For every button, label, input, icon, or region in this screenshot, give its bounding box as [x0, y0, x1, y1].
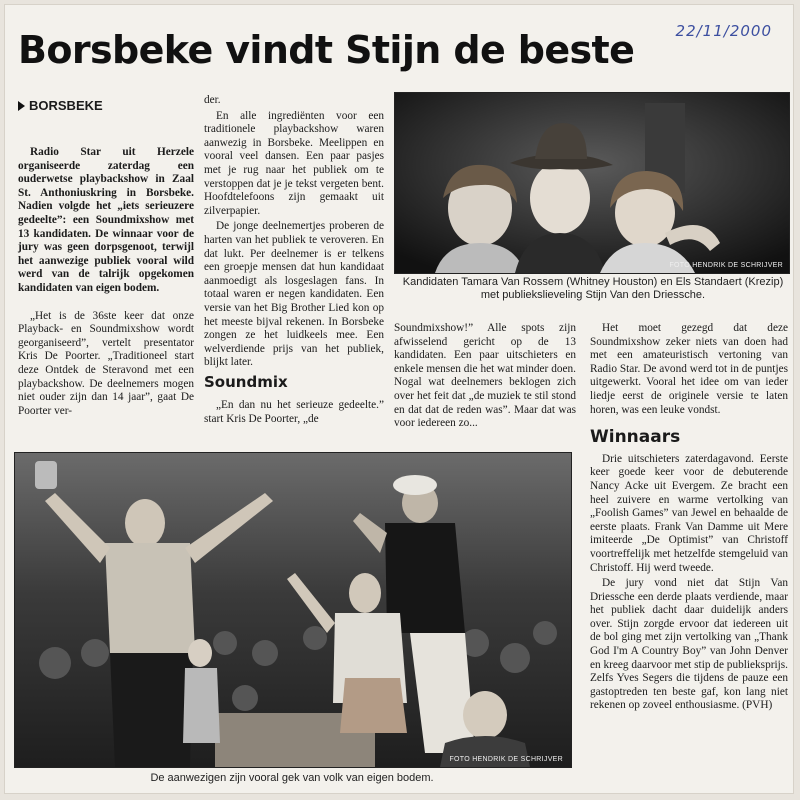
photo-audience-image — [15, 453, 571, 767]
photo-candidates-image — [395, 93, 789, 273]
article-paragraph: der. — [204, 94, 221, 106]
article-headline: Borsbeke vindt Stijn de beste — [18, 28, 635, 72]
article-paragraph: En alle ingrediënten voor een traditionele playbackshow waren aanwezig in Borsbeke. Meelippen en vooral veel dansen. Een paar pasjes met je rug naar het publiek om te verstoppen dat je je tekst vergeten bent. Hoofdtelefoons zijn gemaakt uit zilverpapier. — [204, 109, 384, 217]
photo-caption: De aanwezigen zijn vooral gek van volk van eigen bodem. — [150, 772, 434, 784]
article-paragraph: De jury vond niet dat Stijn Van Driessche een derde plaats verdiende, maar het publiek dacht daar duidelijk anders over. Stijn zorgde ervoor dat iedereen uit de bol ging met zijn vertolking van „Thank God I'm A Country Boy” van John Denver en kreeg daarvoor met stip de publieksprijs. Zelfs Yves Segers die tijdens de pauze een gastoptreden ten beste gaf, kon lang niet rekenen op zoveel enthousiasme. (PVH) — [590, 577, 788, 712]
photo-audience — [14, 452, 572, 768]
handwritten-date: 22/11/2000 — [675, 22, 772, 40]
article-paragraph: „En dan nu het serieuze gedeelte.” start Kris De Poorter, „de — [204, 399, 384, 426]
photo-credit: FOTO HENDRIK DE SCHRIJVER — [669, 262, 783, 269]
article-column-1 — [18, 146, 194, 420]
section-label — [18, 98, 103, 113]
article-paragraph: Soundmixshow!” Alle spots zijn afwisselend gericht op de 13 kandidaten. Een paar uitschieters en enkele mensen die het wat minder doen. Nogal wat deelnemers beklogen zich over het feit dat „de muziek te stil stond en dat dat de reden was”. Maar dat was voor iedereen zo... — [394, 322, 576, 430]
section-label-text: BORSBEKE — [29, 98, 103, 113]
article-paragraph: „Het is de 36ste keer dat onze Playback- en Soundmixshow wordt georganiseerd”, vertelt presentator Kris De Poorter. „Traditioneel start deze Ontdek de Steravond met een playbackshow. De deelnemers mogen niet ouder zijn dan 14 jaar”, gaat De Poorter ver- — [18, 309, 194, 417]
subheading-winnaars: Winnaars — [590, 427, 681, 448]
photo-caption: Kandidaten Tamara Van Rossem (Whitney Houston) en Els Standaert (Krezip) met publiekslieveling Stijn Van den Driessche. — [402, 276, 784, 301]
article-column-3 — [394, 322, 576, 433]
article-column-4 — [590, 322, 788, 715]
subheading-soundmix: Soundmix — [204, 372, 288, 391]
article-paragraph: De jonge deelnemertjes proberen de harten van het publiek te veroveren. En dat lukt. Per deelnemer is er telkens een groepje mensen dat hun kandidaat aanmoedigt als losgeslagen fans. In totaal waren er negen kandidaten. Een versie van het Big Brother Lied kon op het meeste bijval rekenen. In Borsbeke zongen ze het luidkeels mee. Een welverdiende prijs van het publiek, blijkt later. — [204, 220, 384, 369]
article-paragraph: Het moet gezegd dat deze Soundmixshow zeker niets van doen had met een amateuristisch vertoning van Radio Star. De avond werd tot in de puntjes uitgewerkt. Vooral het idee om van ieder liedje eerst de originele versie te laten horen, was een leuke vondst. — [590, 322, 788, 416]
photo-candidates — [394, 92, 790, 274]
article-column-2 — [204, 94, 384, 429]
triangle-bullet-icon — [18, 101, 25, 111]
article-paragraph: Drie uitschieters zaterdagavond. Eerste keer goede keer voor de debuterende Nancy Acke uit Evergem. Ze bracht een heel zuivere en warme vertolking van „Foolish Games” van Jewel en behaalde de eerste plaats. Frank Van Damme uit Mere imiteerde „De Optimist” van Christoff voortreffelijk met hetzelfde stemgeluid van Christoff. Hij werd tweede. — [590, 452, 788, 574]
photo-credit: FOTO HENDRIK DE SCHRIJVER — [449, 756, 563, 763]
newspaper-clipping — [4, 4, 794, 794]
article-intro: Radio Star uit Herzele organiseerde zaterdag een ouderwetse playbackshow in Zaal St. Anthoniuskring in Borsbeke. Nadien volgde het „iets serieuzere gedeelte”: een Soundmixshow met 13 kandidaten. De winnaar voor de jury was geen dorpsgenoot, terwijl het aanwezige publiek vooral wild werd van de talrijk opgekomen kandidaten van eigen bodem. — [18, 146, 194, 294]
